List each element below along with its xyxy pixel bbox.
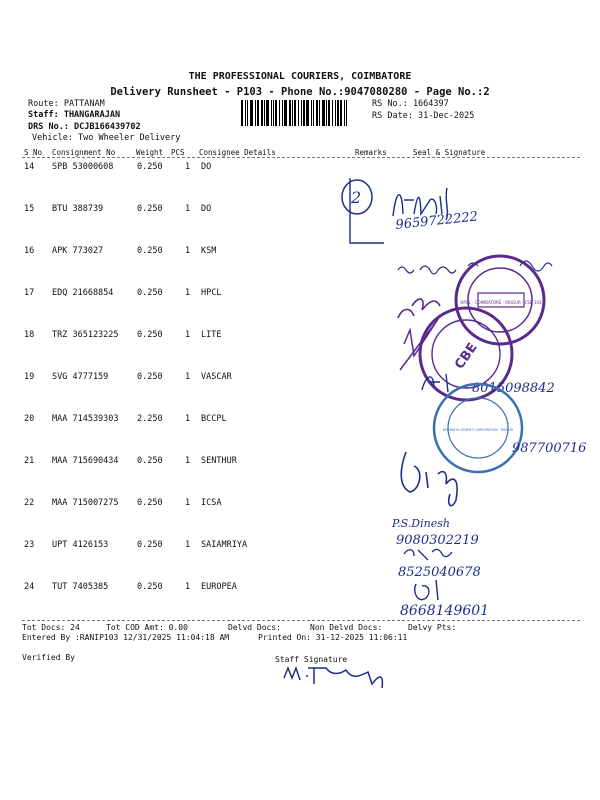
row-sno: 20: [24, 414, 35, 424]
row-consignment: APK 773027: [52, 246, 104, 256]
row-weight: 0.250: [137, 540, 163, 550]
row-weight: 0.250: [137, 288, 163, 298]
row-weight: 0.250: [137, 456, 163, 466]
row-weight: 0.250: [137, 204, 163, 214]
signature-row-23: [404, 549, 452, 560]
non-delvd-docs: Non Delvd Docs:: [310, 623, 383, 632]
row-weight: 0.250: [137, 246, 163, 256]
row-consignment: SPB 53000608: [52, 162, 114, 172]
col-consignment: Consignment No: [52, 148, 116, 157]
row-pcs: 1: [185, 204, 191, 214]
row-consignee: SENTHUR: [201, 456, 237, 466]
drs-number: DRS No.: DCJB166439702: [28, 122, 141, 132]
row-consignee: SAIAMRIYA: [201, 540, 248, 550]
signature-row-24: [415, 580, 438, 600]
phone-row-23b: 8525040678: [398, 565, 481, 580]
col-weight: Weight: [136, 148, 164, 157]
remark-circle-text: 2: [351, 188, 362, 207]
row-pcs: 1: [185, 540, 191, 550]
phone-row-24: 8668149601: [400, 603, 490, 619]
col-remarks: Remarks: [355, 148, 387, 157]
row-consignee: ICSA: [201, 498, 222, 508]
delvy-pts: Delvy Pts:: [408, 623, 457, 632]
col-pcs: PCS: [171, 148, 185, 157]
hpcl-stamp-text: HPCL · COIMBATORE · IRUGUR · CSE-103: [460, 300, 542, 305]
staff-signature: [284, 668, 382, 688]
row-sno: 16: [24, 246, 35, 256]
printed-on: Printed On: 31-12-2025 11:06:11: [258, 633, 408, 642]
col-seal-signature: Seal & Signature: [413, 148, 486, 157]
row-sno: 14: [24, 162, 35, 172]
row-consignment: TUT 7405385: [52, 582, 109, 592]
row-sno: 24: [24, 582, 35, 592]
row-consignee: DO: [201, 162, 212, 172]
row-consignee: EUROPEA: [201, 582, 237, 592]
staff-signature-label: Staff Signature: [275, 655, 348, 664]
name-row-23: P.S.Dinesh: [392, 517, 450, 530]
row-pcs: 1: [185, 582, 191, 592]
row-consignee: HPCL: [201, 288, 222, 298]
delvd-docs: Delvd Docs:: [228, 623, 281, 632]
row-sno: 17: [24, 288, 35, 298]
row-consignee: LITE: [201, 330, 222, 340]
row-consignment: MAA 715690434: [52, 456, 119, 466]
row-consignment: SVG 4777159: [52, 372, 109, 382]
row-pcs: 1: [185, 456, 191, 466]
row-weight: 0.250: [137, 162, 163, 172]
row-consignee: DO: [201, 204, 212, 214]
tot-docs: Tot Docs: 24: [22, 623, 80, 632]
row-pcs: 1: [185, 498, 191, 508]
row-weight: 0.250: [137, 330, 163, 340]
row-pcs: 1: [185, 246, 191, 256]
row-consignment: MAA 715007275: [52, 498, 119, 508]
phone-row-23a: 9080302219: [396, 533, 479, 548]
row-weight: 0.250: [137, 582, 163, 592]
row-consignment: UPT 4126153: [52, 540, 109, 550]
row-pcs: 1: [185, 288, 191, 298]
row-weight: 0.250: [137, 372, 163, 382]
row-sno: 15: [24, 204, 35, 214]
row-weight: 2.250: [137, 414, 163, 424]
row-consignee: VASCAR: [201, 372, 232, 382]
vehicle-label: Vehicle: Two Wheeler Delivery: [32, 133, 181, 143]
row-pcs: 1: [185, 330, 191, 340]
signature-row-17: [398, 299, 440, 318]
corp-stamp-text: BHARATHI CEMENT CORPORATION · IRUGUR: [442, 428, 514, 432]
row-sno: 23: [24, 540, 35, 550]
col-consignee: Consignee Details: [199, 148, 276, 157]
tot-cod-amt: Tot COD Amt: 0.00: [106, 623, 188, 632]
phone-row-19: 8015098842: [472, 381, 555, 396]
phone-row-20: 987700716: [512, 441, 587, 456]
row-weight: 0.250: [137, 498, 163, 508]
col-sno: S No: [24, 148, 43, 157]
hpcl-stamp: [456, 256, 544, 344]
route-label: Route: PATTANAM: [28, 99, 105, 109]
entered-by: Entered By :RANIP103 12/31/2025 11:04:18 AM: [22, 633, 230, 642]
row-consignment: EDQ 21668854: [52, 288, 114, 298]
row-sno: 19: [24, 372, 35, 382]
row-pcs: 1: [185, 372, 191, 382]
company-title: THE PROFESSIONAL COURIERS, COIMBATORE: [188, 71, 412, 82]
row-consignee: BCCPL: [201, 414, 227, 424]
row-sno: 22: [24, 498, 35, 508]
row-consignment: BTU 388739: [52, 204, 104, 214]
row-consignee: KSM: [201, 246, 217, 256]
runsheet-title: Delivery Runsheet - P103 - Phone No.:9047080280 - Page No.:2: [110, 86, 490, 98]
row-sno: 21: [24, 456, 35, 466]
row-pcs: 1: [185, 162, 191, 172]
verified-by: Verified By: [22, 653, 75, 662]
row-sno: 18: [24, 330, 35, 340]
rs-number: RS No.: 1664397: [372, 99, 449, 109]
row-pcs: 1: [185, 414, 191, 424]
phone-row-15: 9659722222: [394, 209, 479, 233]
row-consignment: MAA 714539303: [52, 414, 119, 424]
row-consignment: TRZ 365123225: [52, 330, 119, 340]
rs-date: RS Date: 31-Dec-2025: [372, 111, 475, 121]
cbe-stamp-text: CBE: [452, 340, 481, 373]
staff-label: Staff: THANGARAJAN: [28, 110, 121, 120]
